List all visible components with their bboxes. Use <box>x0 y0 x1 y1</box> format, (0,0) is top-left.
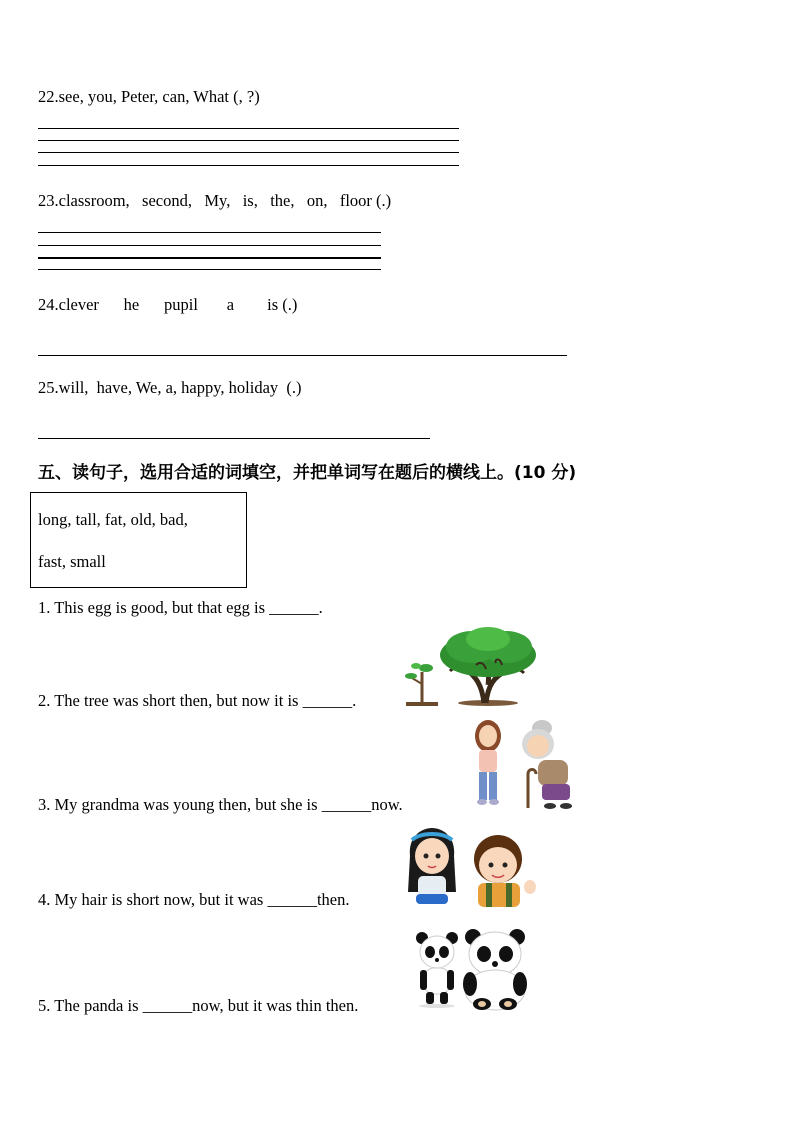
answer-line[interactable] <box>38 232 381 233</box>
word-bank-line-2: fast, small <box>38 552 106 571</box>
question-25-prompt: 25.will, have, We, a, happy, holiday (.) <box>38 378 302 397</box>
blank-5[interactable]: ______ <box>142 996 193 1015</box>
answer-line[interactable] <box>38 438 430 439</box>
answer-line[interactable] <box>38 269 381 270</box>
answer-line[interactable] <box>38 257 381 259</box>
blank-4[interactable]: ______ <box>267 890 317 909</box>
sentence-5: 5. The panda is ______now, but it was thin then. <box>38 996 359 1015</box>
blank-1[interactable]: ______ <box>269 598 319 617</box>
answer-line[interactable] <box>38 128 459 129</box>
question-23-prompt: 23.classroom, second, My, is, the, on, floor (.) <box>38 191 392 210</box>
sentence-2: 2. The tree was short then, but now it is ______. <box>38 691 357 710</box>
sentence-4: 4. My hair is short now, but it was ______then. <box>38 890 350 909</box>
answer-line[interactable] <box>38 140 459 141</box>
fat-panda-icon <box>460 926 530 1012</box>
boy-short-hair-icon <box>464 833 540 907</box>
girl-long-hair-icon <box>402 826 462 906</box>
word-bank-line-1: long, tall, fat, old, bad, <box>38 510 188 529</box>
thin-panda-icon <box>414 930 460 1008</box>
answer-line[interactable] <box>38 165 459 166</box>
old-grandma-icon <box>508 718 576 810</box>
question-22-prompt: 22.see, you, Peter, can, What (, ?) <box>38 87 260 106</box>
sentence-1: 1. This egg is good, but that egg is ______. <box>38 598 323 617</box>
sentence-3: 3. My grandma was young then, but she is ______now. <box>38 795 403 814</box>
young-woman-icon <box>468 718 508 808</box>
word-bank-box <box>30 492 247 588</box>
big-tree-icon <box>436 625 540 707</box>
section-5-title: 五、读句子，选用合适的词填空，并把单词写在题后的横线上。(10 分) <box>38 463 577 483</box>
answer-line[interactable] <box>38 355 567 356</box>
blank-2[interactable]: ______ <box>302 691 353 710</box>
blank-3[interactable]: ______ <box>321 795 372 814</box>
question-24-prompt: 24.clever he pupil a is (.) <box>38 295 298 314</box>
answer-line[interactable] <box>38 152 459 153</box>
answer-line[interactable] <box>38 245 381 246</box>
